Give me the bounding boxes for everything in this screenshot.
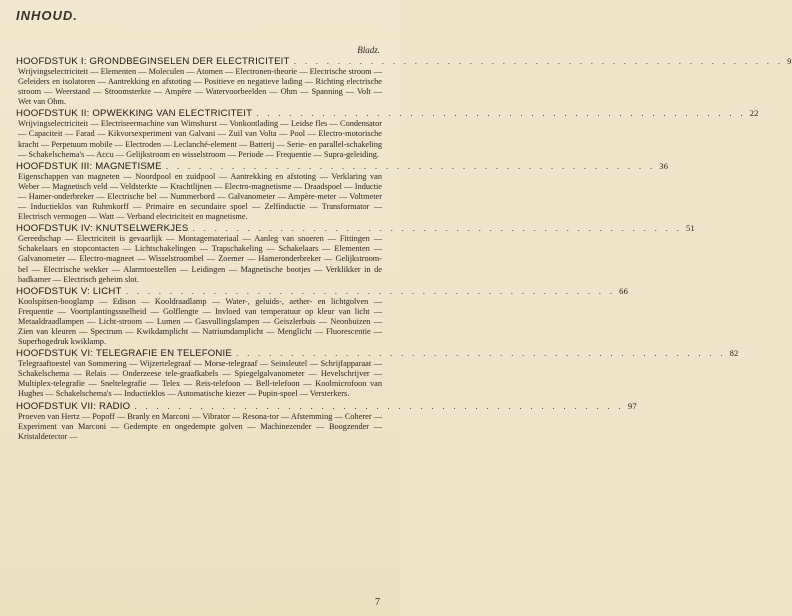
chapter-title: HOOFDSTUK V: LICHT — [16, 285, 122, 297]
chapter-title: HOOFDSTUK VI: TELEGRAFIE EN TELEFONIE — [16, 348, 233, 360]
toc-chapter — [16, 108, 759, 159]
chapter-topics: Koolspitsen-booglamp — Edison — Kooldraadlamp — Water-, geluids-, aether- en lichtgolven — Frequentie — Voortplantingssnelheid — Golflengte — Invloed van temperatuur op kleur van licht — Metaaldraadlampen — Licht-stroom — Lumen — Gasvullingslampen — Geiszlerbuis — Neonbuizen — Zien van kleuren — Spectrum — Kwikdamplicht — Natriumdamplicht — Menglicht — Fluorescentie — Superhogedruk kwiklamp. — [18, 296, 382, 347]
chapter-title: HOOFDSTUK I: GRONDBEGINSELEN DER ELECTRICITEIT — [16, 56, 290, 67]
dot-leader: . . . . . . . . . . . . . . . . . . . . . . . . . . . . . . . . . . . . . . . . . . . . . — [125, 285, 616, 296]
chapter-topics: Gereedschap — Electriciteit is gevaarlijk — Montagemateriaal — Aanleg van snoeren — Fittingen — Schakelaars en stopcontacten — Lichtschakelingen — Trapschakeling — Schakelaars — Elementen — Galvanometer — Electro-magneet — Wisselstroombel — Zoemer — Hameronderbreker — Gelijkstroom-bel — Electrische wekker — Alarmtoestellen — Leidingen — Magnetische bootjes — Verklikker in de badkamer — Electrisch geheim slot. — [18, 234, 382, 284]
chapter-page-number: 66 — [619, 285, 629, 296]
toc-chapter — [16, 400, 637, 442]
page-column-label: Bladz. — [357, 45, 380, 55]
dot-leader: . . . . . . . . . . . . . . . . . . . . . . . . . . . . . . . . . . . . . . . . . . . . . — [236, 348, 726, 359]
dot-leader: . . . . . . . . . . . . . . . . . . . . . . . . . . . . . . . . . . . . . . . . . . . . . — [293, 56, 784, 66]
dot-leader: . . . . . . . . . . . . . . . . . . . . . . . . . . . . . . . . . . . . . . . . . . . . . — [134, 400, 624, 411]
chapter-topics: Proeven van Hertz — Popoff — Branly en Marconi — Vibrator — Resona-tor — Afstemming — Coherer — Experiment van Marconi — Gedempte en ongedempte golven — Machinezender — Boogzender — Kristaldetector — — [18, 411, 382, 441]
chapter-topics: Eigenschappen van magneten — Noordpool en zuidpool — Aantrekking en afstoting — Verklaring van Weber — Magnetisch veld — Veldsterkte — Krachtlijnen — Electro-magnetisme — Draadspoel — Inductie — Hamer-onderbreker — Electrische bel — Nummerbord — Galvanometer — Ampère-meter — Voltmeter — Inductieklos van Ruhmkorff — Primaire en secundaire spoel — Zelfinductie — Transformator — Electrisch vermogen — Watt — Verband electriciteit en magnetisme. — [18, 171, 382, 222]
dot-leader: . . . . . . . . . . . . . . . . . . . . . . . . . . . . . . . . . . . . . . . . . . . . . — [192, 223, 682, 234]
chapter-topics: Wrijvingselectriciteit — Electriseermachine van Wimshurst — Vonkontlading — Leidse fles — Condensator — Capaciteit — Farad — Kikvorsexperiment van Galvani — Zuil van Volta — Pool — Electro-motorische kracht — Perpetuum mobile — Electroden — Leclanché-element — Batterij — Serie- en parallel-schakeling — Schakelschema's — Accu — Gelijkstroom en wisselstroom — Periode — Frequentie — Supra-geleiding. — [18, 119, 382, 159]
chapter-page-number: 97 — [627, 400, 637, 411]
chapter-topics: Telegraaftoestel van Sommering — Wijzertelegraaf — Morse-telegraaf — Seinsleutel — Schrijfapparaat — Schakelschema — Relais — Onderzeese tele-graafkabels — Spiegelgalvanometer — Hevelschrijver — Multiplex-telegrafie — Sneltelegrafie — Telex — Reis-telefoon — Bell-telefoon — Koolmicrofoon van Hughes — Schakelschema's — Inductieklos — Automatische kiezer — Pupin-spoel — Versterkers. — [18, 359, 382, 399]
chapter-topics: Wrijvingselectriciteit — Elementen — Moleculen — Atomen — Electronen-theorie — Electrische stroom — Geleiders en isolatoren — Aantrekking en afstoting — Positieve en negatieve lading — Richting electrische stroom — Weerstand — Stroomsterkte — Ampère — Watervoorbeelden — Ohm — Spanning — Volt — Wet van Ohm. — [18, 67, 382, 107]
chapter-page-number: 82 — [729, 348, 739, 359]
chapter-page-number: 22 — [749, 108, 759, 119]
table-of-contents — [16, 56, 792, 442]
toc-chapter — [16, 348, 739, 399]
chapter-heading — [16, 285, 629, 297]
chapter-title: HOOFDSTUK VII: RADIO — [16, 400, 131, 412]
chapter-page-number: 51 — [686, 223, 695, 234]
toc-chapter — [16, 285, 629, 347]
chapter-title: HOOFDSTUK IV: KNUTSELWERKJES — [16, 223, 189, 235]
chapter-page-number: 9 — [787, 56, 792, 66]
chapter-heading — [16, 56, 792, 67]
chapter-title: HOOFDSTUK III: MAGNETISME — [16, 160, 162, 172]
chapter-heading — [16, 108, 759, 120]
page-number: 7 — [375, 597, 380, 608]
chapter-heading — [16, 400, 637, 412]
toc-chapter — [16, 56, 792, 107]
chapter-heading — [16, 223, 695, 235]
dot-leader: . . . . . . . . . . . . . . . . . . . . . . . . . . . . . . . . . . . . . . . . . . . . . — [165, 160, 656, 171]
chapter-heading — [16, 348, 739, 360]
page-title: INHOUD. — [16, 8, 78, 23]
toc-chapter — [16, 160, 669, 222]
dot-leader: . . . . . . . . . . . . . . . . . . . . . . . . . . . . . . . . . . . . . . . . . . . . . — [256, 108, 746, 119]
chapter-title: HOOFDSTUK II: OPWEKKING VAN ELECTRICITEIT — [16, 108, 253, 120]
chapter-heading — [16, 160, 669, 172]
toc-chapter — [16, 223, 695, 284]
chapter-page-number: 36 — [659, 160, 669, 171]
